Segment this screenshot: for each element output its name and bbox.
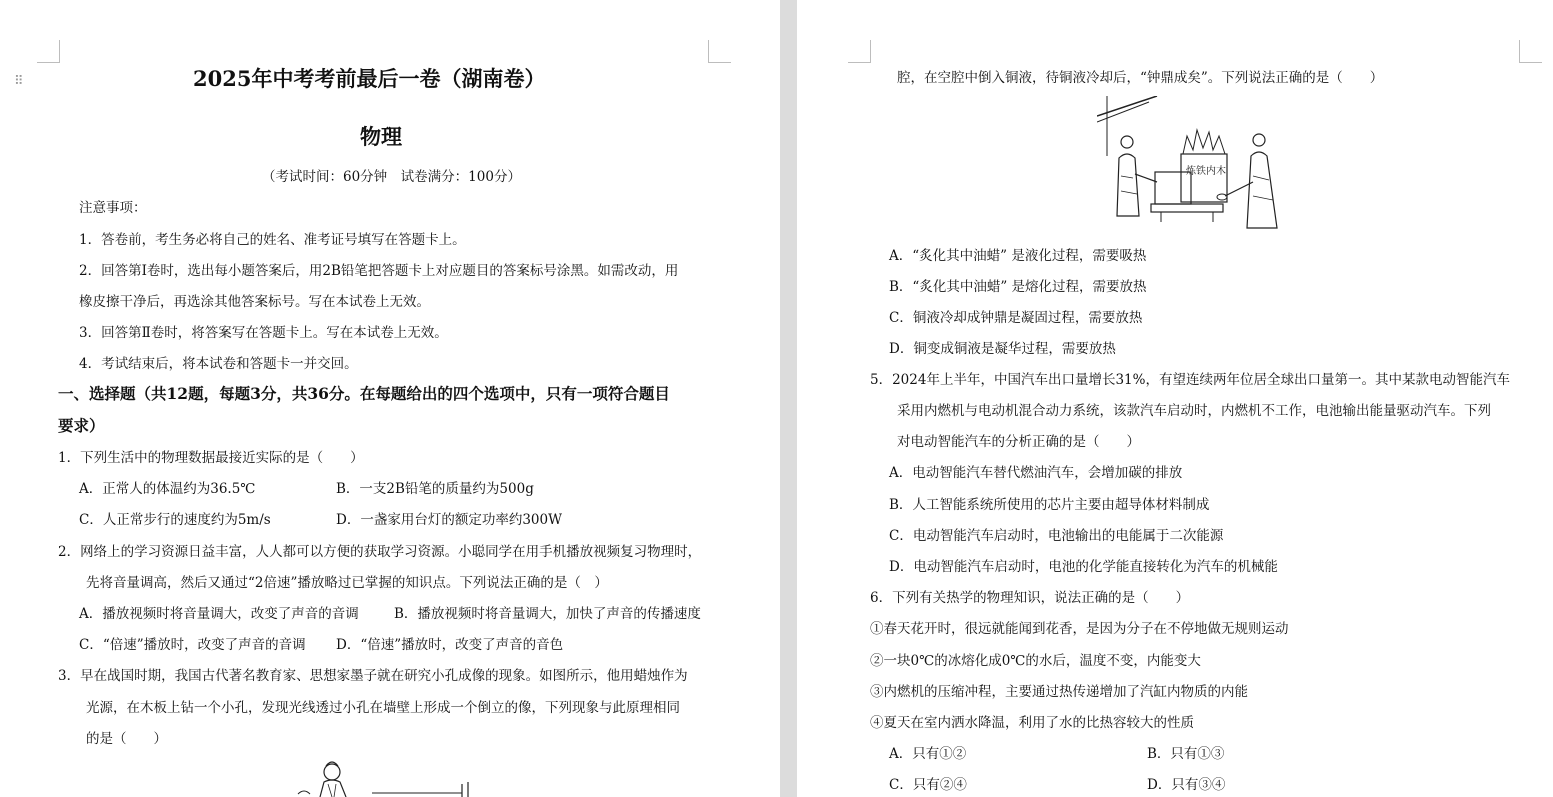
q2-option-a: A．播放视频时将音量调大，改变了声音的音调	[79, 606, 359, 622]
note-line: 1．答卷前，考生务必将自己的姓名、准考证号填写在答题卡上。	[79, 232, 466, 248]
q6-option-c: C．只有②④	[889, 777, 967, 793]
q1-option-a: A．正常人的体温约为36.5℃	[79, 481, 256, 497]
q2-option-b: B．播放视频时将音量调大，加快了声音的传播速度	[394, 606, 701, 622]
q6-statement: ②一块0℃的冰熔化成0℃的水后，温度不变，内能变大	[870, 653, 1201, 669]
q6-stem: 6．下列有关热学的物理知识，说法正确的是（ ）	[870, 590, 1190, 606]
subject-title: 物理	[360, 124, 402, 149]
note-line: 橡皮擦干净后，再选涂其他答案标号。写在本试卷上无效。	[79, 294, 430, 310]
margin-mark-top-right	[708, 40, 731, 63]
q1-option-d: D．一盏家用台灯的额定功率约300W	[336, 512, 562, 528]
q4-option-c: C．铜液冷却成钟鼎是凝固过程，需要放热	[889, 310, 1143, 326]
note-line: 2．回答第Ⅰ卷时，选出每小题答案后，用2B铅笔把答题卡上对应题目的答案标号涂黑。如需改动，用	[79, 263, 679, 279]
q2-option-d: D．“倍速”播放时，改变了声音的音色	[336, 637, 564, 653]
q5-stem-cont: 采用内燃机与电动机混合动力系统，该款汽车启动时，内燃机不工作，电池输出能量驱动汽车。下列	[897, 403, 1491, 419]
section-heading-cont: 要求）	[58, 416, 105, 435]
q5-option-a: A．电动智能汽车替代燃油汽车，会增加碳的排放	[889, 465, 1183, 481]
q3-stem-cont: 光源，在木板上钻一个小孔，发现光线透过小孔在墙壁上形成一个倒立的像，下列现象与此原理相同	[86, 700, 680, 716]
q6-option-a: A．只有①②	[889, 746, 967, 762]
margin-mark-top-left	[37, 40, 60, 63]
q6-statement: ④夏天在室内洒水降温，利用了水的比热容较大的性质	[870, 715, 1194, 731]
note-line: 4．考试结束后，将本试卷和答题卡一并交回。	[79, 356, 358, 372]
q2-option-c: C．“倍速”播放时，改变了声音的音调	[79, 637, 306, 653]
q2-stem: 2．网络上的学习资源日益丰富，人人都可以方便的获取学习资源。小聪同学在用手机播放视频复习物理时，	[58, 544, 702, 560]
bronze-casting-illustration	[1097, 96, 1297, 234]
q4-option-a: A．“炙化其中油蜡” 是液化过程，需要吸热	[889, 248, 1147, 264]
mozi-pinhole-illustration	[290, 758, 480, 797]
note-line: 3．回答第Ⅱ卷时，将答案写在答题卡上。写在本试卷上无效。	[79, 325, 448, 341]
q3-stem: 3．早在战国时期，我国古代著名教育家、思想家墨子就在研究小孔成像的现象。如图所示，他用蜡烛作为	[58, 668, 688, 684]
q4-option-d: D．铜变成铜液是凝华过程，需要放热	[889, 341, 1116, 357]
q4-option-b: B．“炙化其中油蜡” 是熔化过程，需要放热	[889, 279, 1147, 295]
q1-option-b: B．一支2B铅笔的质量约为500g	[336, 481, 534, 497]
q6-option-d: D．只有③④	[1147, 777, 1226, 793]
q1-stem: 1．下列生活中的物理数据最接近实际的是（ ）	[58, 450, 364, 466]
q5-option-b: B．人工智能系统所使用的芯片主要由超导体材料制成	[889, 497, 1210, 513]
q5-stem: 5．2024年上半年，中国汽车出口量增长31%，有望连续两年位居全球出口量第一。其中某款电动智能汽车	[870, 372, 1510, 388]
q3-stem-cont: 的是（ ）	[86, 731, 167, 747]
furnace-label: 炼铁内木	[1186, 166, 1226, 177]
document-page-right	[797, 0, 1553, 797]
drag-handle-icon[interactable]: ⠿	[14, 74, 24, 89]
q5-option-c: C．电动智能汽车启动时，电池输出的电能属于二次能源	[889, 528, 1224, 544]
q5-option-d: D．电动智能汽车启动时，电池的化学能直接转化为汽车的机械能	[889, 559, 1278, 575]
exam-info: （考试时间：60分钟 试卷满分：100分）	[262, 169, 521, 185]
q1-option-c: C．人正常步行的速度约为5m/s	[79, 512, 271, 528]
q4-stem-cont: 腔，在空腔中倒入铜液，待铜液冷却后，“钟鼎成矣”。下列说法正确的是（ ）	[897, 70, 1384, 86]
q5-stem-cont: 对电动智能汽车的分析正确的是（ ）	[897, 434, 1140, 450]
page-gap	[780, 0, 797, 797]
q6-statement: ①春天花开时，很远就能闻到花香，是因为分子在不停地做无规则运动	[870, 621, 1289, 637]
section-heading: 一、选择题（共12题，每题3分，共36分。在每题给出的四个选项中，只有一项符合题目	[58, 384, 670, 403]
q6-option-b: B．只有①③	[1147, 746, 1225, 762]
notes-header: 注意事项：	[79, 200, 147, 216]
margin-mark-top-right	[1519, 40, 1542, 63]
margin-mark-top-left	[848, 40, 871, 63]
q6-statement: ③内燃机的压缩冲程，主要通过热传递增加了汽缸内物质的内能	[870, 684, 1248, 700]
exam-title: 2025年中考考前最后一卷（湖南卷）	[193, 66, 546, 91]
q2-stem-cont: 先将音量调高，然后又通过“2倍速”播放略过已掌握的知识点。下列说法正确的是（ ）	[86, 575, 608, 591]
